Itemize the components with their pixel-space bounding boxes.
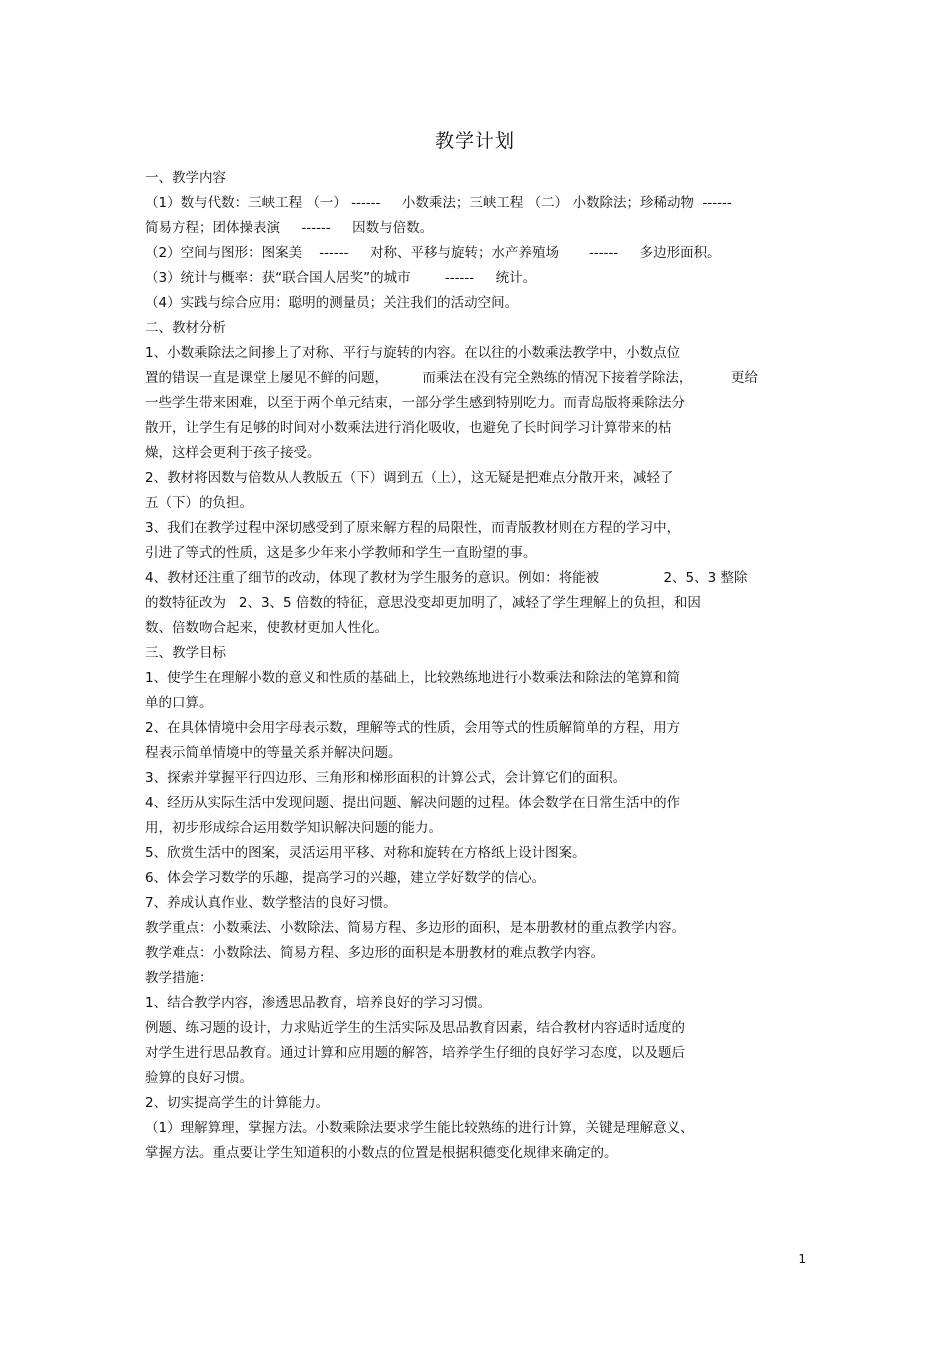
text-line: 掌握方法。重点要让学生知道积的小数点的位置是根据积德变化规律来确定的。	[145, 1145, 618, 1161]
text-line: （1）理解算理，掌握方法。小数乘除法要求学生能比较熟练的进行计算，关键是理解意义、	[145, 1120, 694, 1136]
text-line: （3）统计与概率：获“联合国人居奖”的城市 ------ 统计。	[145, 270, 537, 286]
text-line: （2）空间与图形：图案美 ------ 对称、平移与旋转；水产养殖场 ------ 多边形面积。	[145, 245, 721, 261]
text-line: 1、结合教学内容，渗透思品教育，培养良好的学习习惯。	[145, 995, 492, 1011]
text-line: 单的口算。	[145, 695, 213, 711]
document-title: 教学计划	[434, 130, 515, 152]
text-line: 三、教学目标	[145, 645, 226, 661]
text-line: 对学生进行思品教育。通过计算和应用题的解答，培养学生仔细的良好学习态度，以及题后	[145, 1045, 685, 1061]
text-line: 1、小数乘除法之间掺上了对称、平行与旋转的内容。在以往的小数乘法教学中，小数点位	[145, 345, 681, 361]
text-line: 教学难点：小数除法、简易方程、多边形的面积是本册教材的难点教学内容。	[145, 945, 604, 961]
text-line: 7、养成认真作业、数学整洁的良好习惯。	[145, 895, 397, 911]
text-line: 3、我们在教学过程中深切感受到了原来解方程的局限性，而青版教材则在方程的学习中，	[145, 520, 681, 536]
text-line: 散开，让学生有足够的时间对小数乘法进行消化吸收，也避免了长时间学习计算带来的枯	[145, 420, 672, 436]
text-line: 2、切实提高学生的计算能力。	[145, 1095, 330, 1111]
text-line: 2、在具体情境中会用字母表示数，理解等式的性质，会用等式的性质解简单的方程，用方	[145, 720, 681, 736]
text-line: 引进了等式的性质，这是多少年来小学教师和学生一直盼望的事。	[145, 545, 537, 561]
text-line: 简易方程；团体操表演 ------ 因数与倍数。	[145, 220, 434, 236]
text-line: 一、教学内容	[145, 170, 226, 186]
text-line: 例题、练习题的设计，力求贴近学生的生活实际及思品教育因素，结合教材内容适时适度的	[145, 1020, 685, 1036]
text-line: 燥，这样会更利于孩子接受。	[145, 445, 321, 461]
text-line: 教学措施：	[145, 970, 213, 986]
text-line: 五（下）的负担。	[145, 495, 253, 511]
text-line: 二、教材分析	[145, 320, 226, 336]
text-line: 教学重点：小数乘法、小数除法、简易方程、多边形的面积，是本册教材的重点教学内容。	[145, 920, 685, 936]
text-line: 3、探索并掌握平行四边形、三角形和梯形面积的计算公式，会计算它们的面积。	[145, 770, 627, 786]
text-line: 1、使学生在理解小数的意义和性质的基础上，比较熟练地进行小数乘法和除法的笔算和简	[145, 670, 681, 686]
text-line: （1）数与代数：三峡工程 （一） ------ 小数乘法；三峡工程 （二） 小数除法；珍稀动物 ------	[145, 195, 732, 211]
text-line: 数、倍数吻合起来，使教材更加人性化。	[145, 620, 388, 636]
text-line: 5、欣赏生活中的图案，灵活运用平移、对称和旋转在方格纸上设计图案。	[145, 845, 586, 861]
text-line: 4、教材还注重了细节的改动，体现了教材为学生服务的意识。例如：将能被 2、5、3 整除	[145, 570, 748, 586]
text-line: 程表示简单情境中的等量关系并解决问题。	[145, 745, 402, 761]
text-line: 用，初步形成综合运用数学知识解决问题的能力。	[145, 820, 442, 836]
text-line: 的数特征改为 2、3、5 倍数的特征，意思没变却更加明了，减轻了学生理解上的负担，和因	[145, 595, 701, 611]
text-line: 6、体会学习数学的乐趣，提高学习的兴趣，建立学好数学的信心。	[145, 870, 546, 886]
document-body	[145, 166, 825, 1166]
text-line: 置的错误一直是课堂上屡见不鲜的问题， 而乘法在没有完全熟练的情况下接着学除法， 更给	[145, 370, 758, 386]
text-line: 2、教材将因数与倍数从人教版五（下）调到五（上），这无疑是把难点分散开来，减轻了	[145, 470, 674, 486]
text-line: （4）实践与综合应用：聪明的测量员；关注我们的活动空间。	[145, 295, 519, 311]
text-line: 一些学生带来困难，以至于两个单元结束，一部分学生感到特别吃力。而青岛版将乘除法分	[145, 395, 685, 411]
text-line: 验算的良好习惯。	[145, 1070, 253, 1086]
page-number: 1	[798, 1252, 806, 1266]
text-line: 4、经历从实际生活中发现问题、提出问题、解决问题的过程。体会数学在日常生活中的作	[145, 795, 681, 811]
